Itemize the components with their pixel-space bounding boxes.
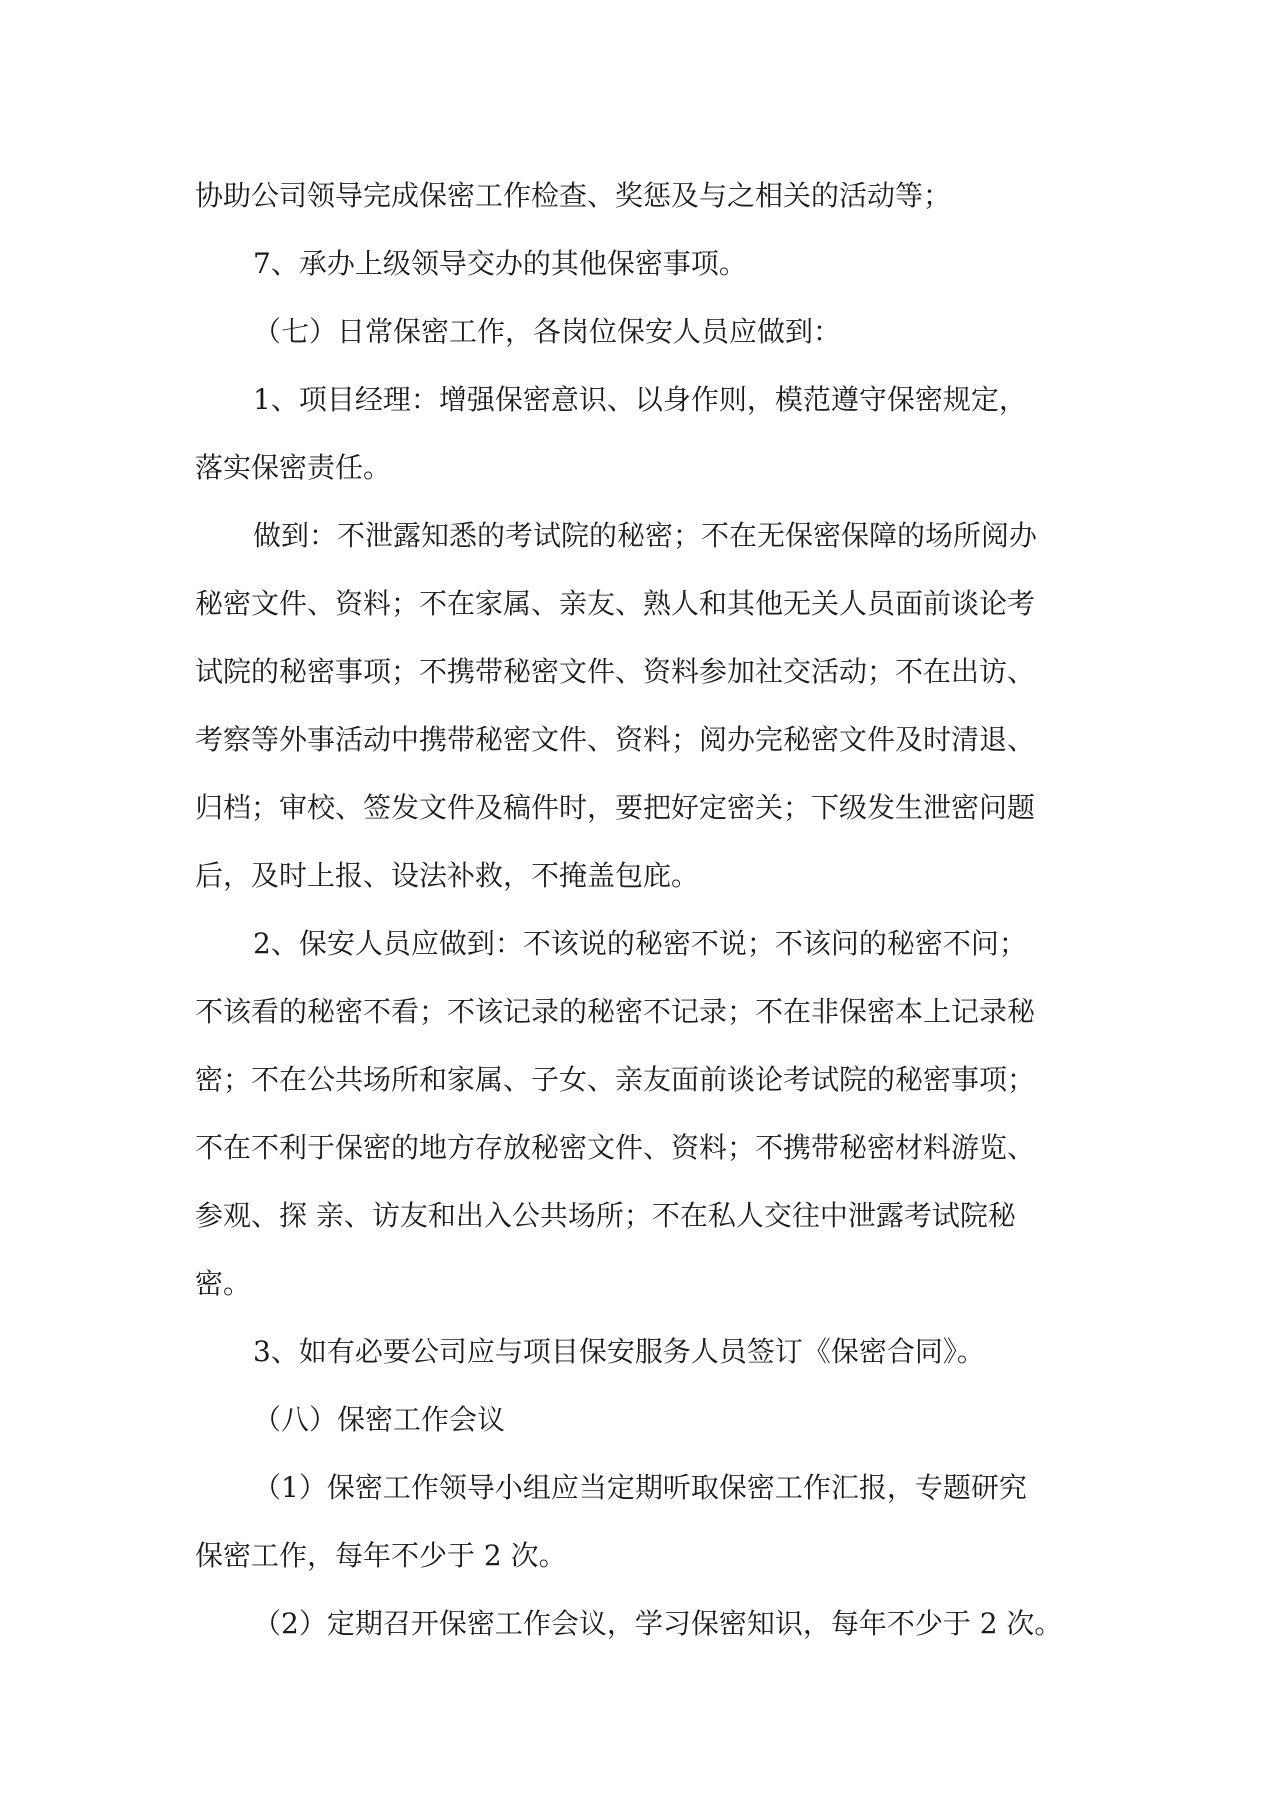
text-line: 协助公司领导完成保密工作检查、奖惩及与之相关的活动等； (195, 179, 952, 212)
text-line: 做到：不泄露知悉的考试院的秘密；不在无保密保障的场所阅办 (253, 519, 1038, 552)
text-line: 归档；审校、签发文件及稿件时，要把好定密关；下级发生泄密问题 (195, 791, 1036, 824)
text-line: 保密工作，每年不少于 2 次。 (195, 1539, 567, 1572)
text-line: 落实保密责任。 (195, 451, 392, 484)
text-line: 密；不在公共场所和家属、子女、亲友面前谈论考试院的秘密事项； (195, 1063, 1036, 1096)
text-line: 7、承办上级领导交办的其他保密事项。 (253, 247, 747, 280)
text-line: 试院的秘密事项；不携带秘密文件、资料参加社交活动；不在出访、 (195, 655, 1036, 688)
text-line: 后，及时上报、设法补救，不掩盖包庇。 (195, 859, 700, 892)
text-line: （1）保密工作领导小组应当定期听取保密工作汇报，专题研究 (253, 1471, 1027, 1504)
section-heading: （八）保密工作会议 (253, 1403, 506, 1436)
text-line: 密。 (195, 1267, 252, 1300)
text-line: 不该看的秘密不看；不该记录的秘密不记录；不在非保密本上记录秘 (195, 995, 1036, 1028)
text-line: 参观、探 亲、访友和出入公共场所；不在私人交往中泄露考试院秘 (195, 1199, 1016, 1232)
document-body (195, 162, 1095, 1658)
text-line: 3、如有必要公司应与项目保安服务人员签订《保密合同》。 (253, 1335, 985, 1368)
text-line: 1、项目经理：增强保密意识、以身作则，模范遵守保密规定， (253, 383, 1027, 416)
text-line: （2）定期召开保密工作会议，学习保密知识，每年不少于 2 次。 (253, 1607, 1063, 1640)
text-line: 考察等外事活动中携带秘密文件、资料；阅办完秘密文件及时清退、 (195, 723, 1036, 756)
text-line: 2、保安人员应做到：不该说的秘密不说；不该问的秘密不问； (253, 927, 1027, 960)
text-line: 秘密文件、资料；不在家属、亲友、熟人和其他无关人员面前谈论考 (195, 587, 1036, 620)
section-heading: （七）日常保密工作，各岗位保安人员应做到： (253, 315, 842, 348)
text-line: 不在不利于保密的地方存放秘密文件、资料；不携带秘密材料游览、 (195, 1131, 1036, 1164)
